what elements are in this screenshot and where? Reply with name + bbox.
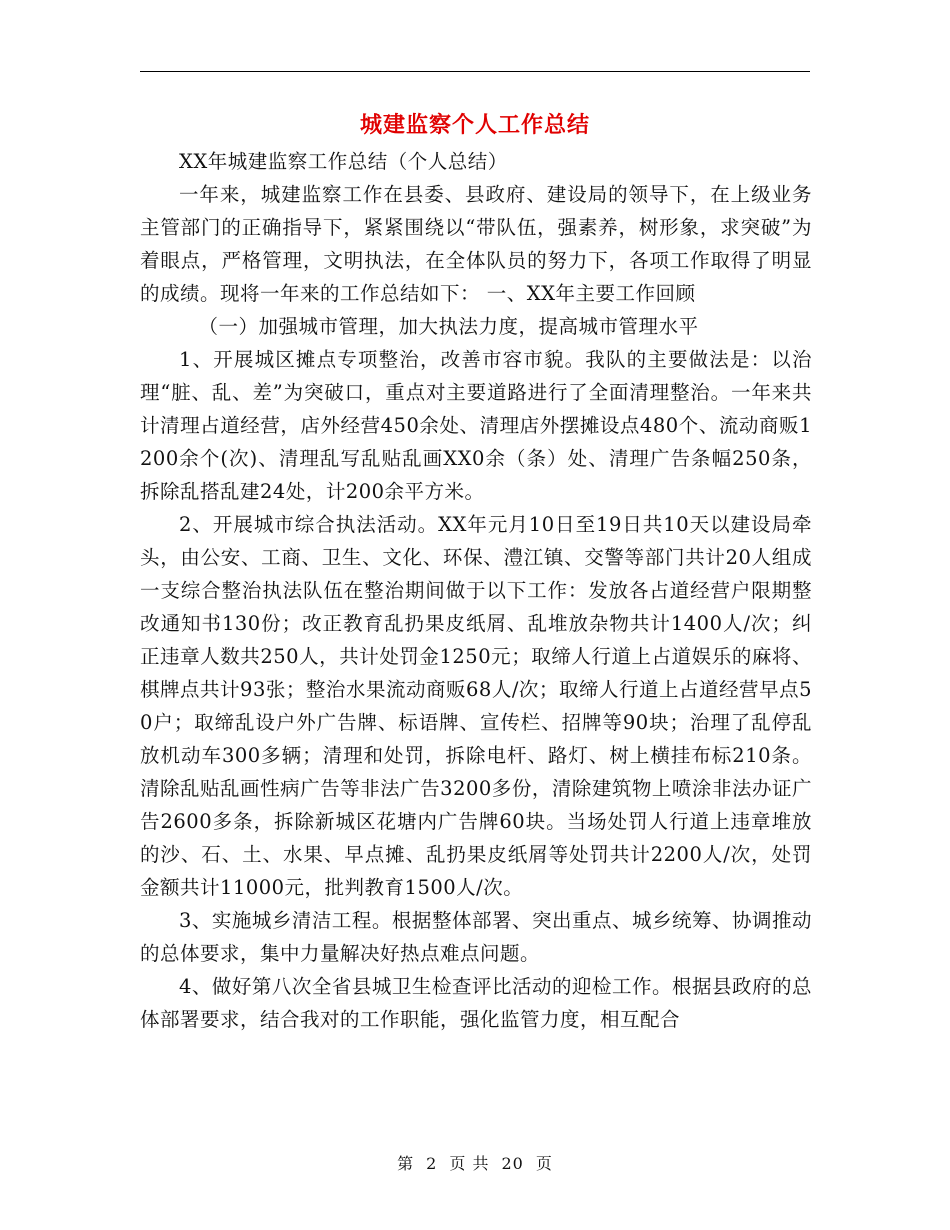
body-paragraph: 4、做好第八次全省县城卫生检查评比活动的迎检工作。根据县政府的总体部署要求，结合我对的工作职能，强化监管力度，相互配合 — [140, 975, 812, 1031]
footer-page-number: 2 — [426, 1154, 438, 1173]
page-footer — [0, 1152, 950, 1176]
header-rule — [140, 71, 810, 72]
footer-suffix: 页 — [535, 1154, 553, 1173]
subtitle-paragraph: XX年城建监察工作总结（个人总结） — [179, 150, 508, 173]
document-title: 城建监察个人工作总结 — [359, 112, 590, 138]
body-paragraph: 2、开展城市综合执法活动。XX年元月10日至19日共10天以建设局牵头，由公安、工商、卫生、文化、环保、澧江镇、交警等部门共计20人组成一支综合整治执法队伍在整治期间做于以下工作：发放各占道经营户限期整改通知书130份；改正教育乱扔果皮纸屑、乱堆放杂物共计1400人/次；纠正违章人数共250人，共计处罚金1250元；取缔人行道上占道娱乐的麻将、棋牌点共计93张；整治水果流动商贩68人/次；取缔人行道上占道经营早点50户；取缔乱设户外广告牌、标语牌、宣传栏、招牌等90块；治理了乱停乱放机动车300多辆；清理和处罚，拆除电杆、路灯、树上横挂布标210条。清除乱贴乱画性病广告等非法广告3200多份，清除建筑物上喷涂非法办证广告2600多条，拆除新城区花塘内广告牌60块。当场处罚人行道上违章堆放的沙、石、土、水果、早点摊、乱扔果皮纸屑等处罚共计2200人/次，处罚金额共计11000元，批判教育1500人/次。 — [140, 513, 812, 899]
document-body — [140, 145, 812, 1036]
body-paragraph: 一年来，城建监察工作在县委、县政府、建设局的领导下，在上级业务主管部门的正确指导下，紧紧围绕以“带队伍，强素养，树形象，求突破”为着眼点，严格管理，文明执法，在全体队员的努力下，各项工作取得了明显的成绩。现将一年来的工作总结如下： 一、XX年主要工作回顾 — [140, 183, 812, 305]
body-paragraph: 3、实施城乡清洁工程。根据整体部署、突出重点、城乡统筹、协调推动的总体要求，集中力量解决好热点难点问题。 — [140, 909, 812, 965]
footer-total-pages: 20 — [501, 1154, 524, 1173]
footer-prefix: 第 — [397, 1154, 415, 1173]
section-heading: （一）加强城市管理，加大执法力度，提高城市管理水平 — [198, 315, 699, 338]
footer-middle: 页 共 — [449, 1154, 490, 1173]
body-paragraph: 1、开展城区摊点专项整治，改善市容市貌。我队的主要做法是：以治理“脏、乱、差”为突破口，重点对主要道路进行了全面清理整治。一年来共计清理占道经营，店外经营450余处、清理店外摆摊设点480个、流动商贩1200余个(次)、清理乱写乱贴乱画XX0余（条）处、清理广告条幅250条，拆除乱搭乱建24处，计200余平方米。 — [140, 348, 812, 503]
